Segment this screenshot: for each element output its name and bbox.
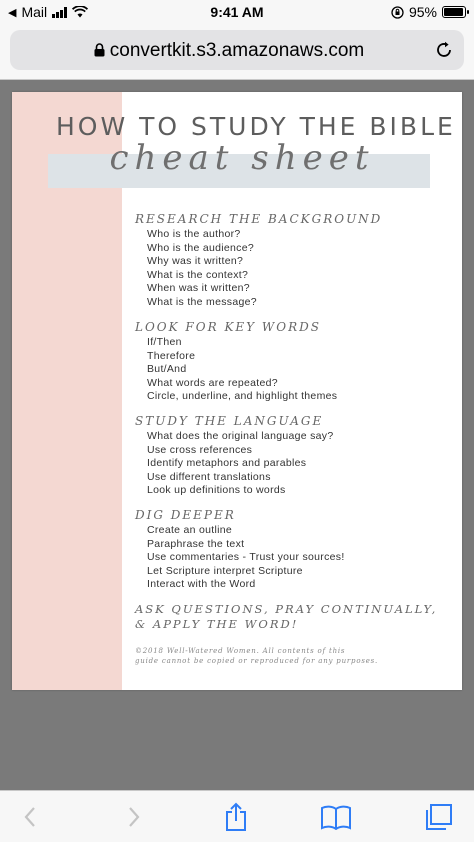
list-item: Let Scripture interpret Scripture: [147, 564, 303, 577]
copyright-line: ©2018 Well-Watered Women. All contents of this: [135, 647, 346, 655]
list-item: Use cross references: [147, 443, 253, 456]
url-text[interactable]: convertkit.s3.amazonaws.com: [109, 40, 365, 61]
share-button[interactable]: [220, 801, 252, 833]
list-item: What is the message?: [147, 295, 257, 308]
reload-icon[interactable]: [434, 40, 454, 60]
section-research: [135, 212, 455, 309]
closing-line: & APPLY THE WORD!: [135, 617, 299, 631]
status-right: [391, 4, 466, 20]
list-item: Therefore: [147, 349, 196, 362]
bookmarks-icon: [320, 804, 352, 830]
forward-button[interactable]: [118, 801, 150, 833]
list-item: Interact with the Word: [147, 578, 256, 590]
carrier-label[interactable]: Mail: [21, 4, 48, 20]
list-item: If/Then: [147, 336, 182, 348]
list-item: Identify metaphors and parables: [147, 457, 307, 469]
list-item: When was it written?: [147, 282, 250, 294]
section-heading: DIG DEEPER: [135, 508, 236, 522]
bookmarks-button[interactable]: [320, 801, 352, 833]
section-heading: RESEARCH THE BACKGROUND: [135, 212, 383, 226]
back-button[interactable]: [14, 801, 46, 833]
section-dig-deeper: [135, 508, 455, 592]
battery-icon: [442, 6, 466, 18]
share-icon: [224, 802, 248, 832]
list-item: Who is the author?: [147, 228, 241, 240]
tabs-icon: [423, 803, 453, 831]
tabs-button[interactable]: [422, 801, 454, 833]
list-item: Who is the audience?: [147, 241, 254, 254]
orientation-lock-icon: [391, 6, 404, 19]
list-item: What does the original language say?: [147, 430, 334, 442]
list-item: But/And: [147, 363, 187, 375]
list-item: Why was it written?: [147, 255, 244, 267]
clock: 9:41 AM: [210, 4, 264, 20]
document-page: [12, 92, 462, 690]
list-item: What is the context?: [147, 268, 249, 281]
list-item: Create an outline: [147, 524, 233, 536]
list-item: Look up definitions to words: [147, 484, 286, 496]
closing-line: ASK QUESTIONS, PRAY CONTINUALLY,: [135, 602, 438, 616]
list-item: Use different translations: [147, 470, 271, 483]
list-item: Paraphrase the text: [147, 537, 245, 550]
list-item: Circle, underline, and highlight themes: [147, 390, 338, 402]
document-title: HOW TO STUDY THE BIBLE: [56, 112, 456, 141]
list-item: What words are repeated?: [147, 376, 278, 389]
status-bar: [0, 0, 474, 26]
list-item: Use commentaries - Trust your sources!: [147, 551, 345, 563]
back-to-app-icon[interactable]: ◀: [8, 6, 17, 19]
section-heading: STUDY THE LANGUAGE: [135, 414, 324, 428]
section-heading: LOOK FOR KEY WORDS: [135, 320, 321, 334]
closing-statement: [135, 602, 455, 632]
browser-toolbar: [0, 790, 474, 842]
browser-header: [0, 26, 474, 80]
section-key-words: [135, 320, 455, 404]
section-language: [135, 414, 455, 498]
forward-icon: [127, 806, 141, 828]
battery-percent: 95%: [408, 4, 437, 20]
copyright-line: guide cannot be copied or reproduced for any purposes.: [135, 657, 379, 665]
back-icon: [23, 806, 37, 828]
copyright-notice: [135, 646, 455, 666]
document-subtitle: cheat sheet: [109, 138, 375, 178]
address-bar[interactable]: [10, 30, 464, 70]
